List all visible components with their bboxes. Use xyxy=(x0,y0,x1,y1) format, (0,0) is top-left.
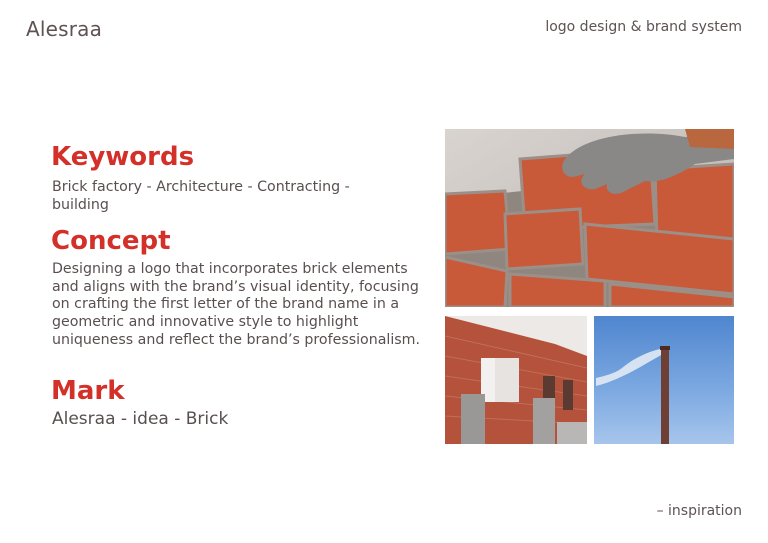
page-subtitle: logo design & brand system xyxy=(545,19,742,35)
mark-heading: Mark xyxy=(51,376,125,406)
construction-photo xyxy=(445,316,587,444)
bricklaying-photo xyxy=(445,129,734,307)
keywords-text: Brick factory - Architecture - Contracting - building xyxy=(52,179,350,213)
inspiration-label: – inspiration xyxy=(656,503,742,519)
concept-text: Designing a logo that incorporates brick elements and aligns with the brand’s visual identity, focusing on crafting the first letter of the brand name in a geometric and innovative style to highlight uniqueness and reflect the brand’s professionalism. xyxy=(52,261,421,348)
keywords-heading: Keywords xyxy=(51,142,195,172)
concept-heading: Concept xyxy=(51,226,171,256)
mark-text: Alesraa - idea - Brick xyxy=(52,409,229,429)
brand-name: Alesraa xyxy=(26,17,103,41)
chimney-photo xyxy=(594,316,734,444)
